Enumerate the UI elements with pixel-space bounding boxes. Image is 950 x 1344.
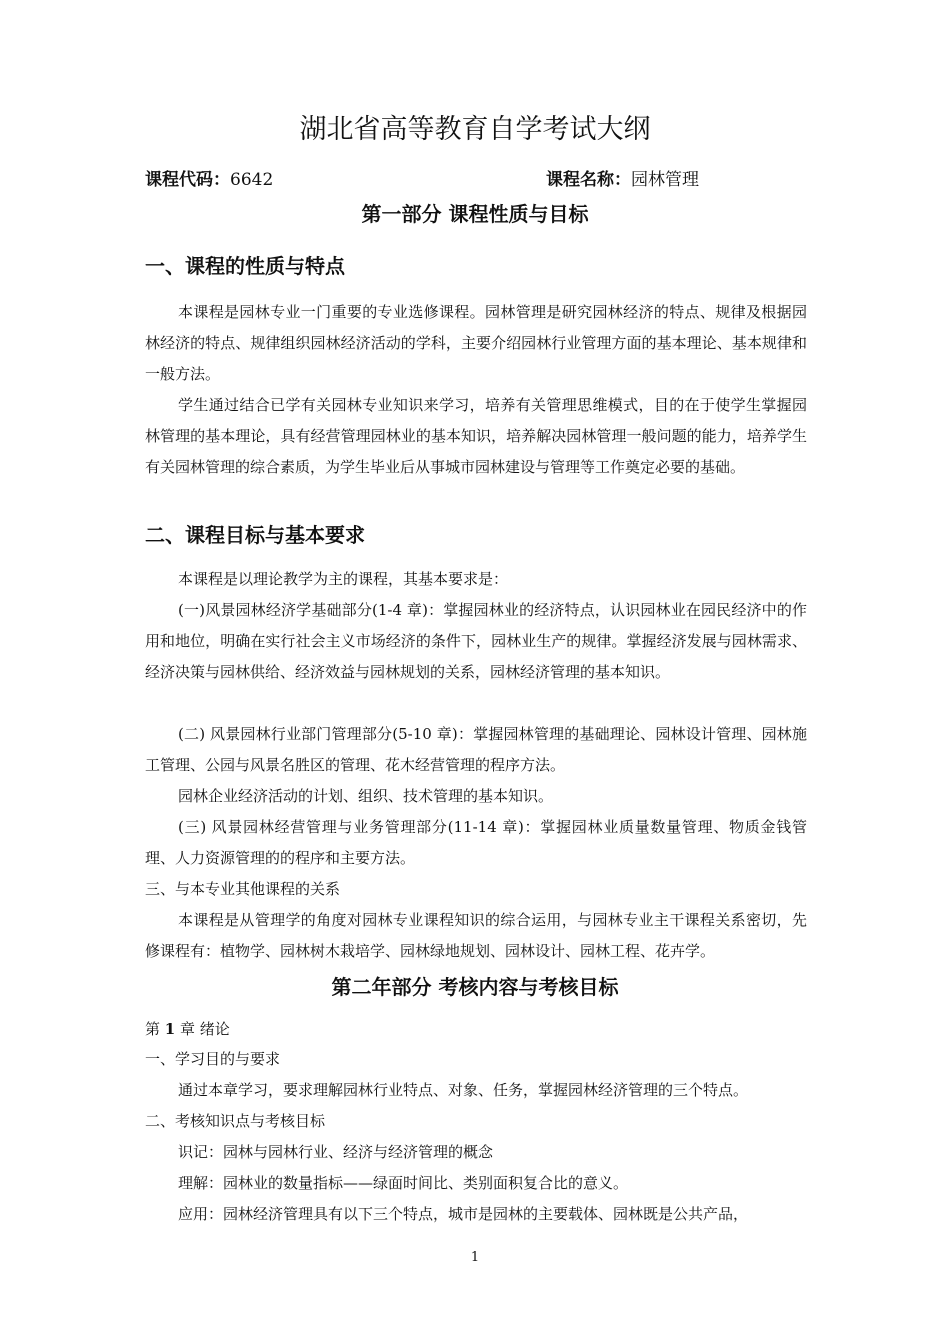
section-1-paragraph-2: 学生通过结合已学有关园林专业知识来学习，培养有关管理思维模式，目的在于使学生掌握园林管理的基本理论，具有经营管理园林业的基本知识，培养解决园林管理一般问题的能力，培养学生有关园林管理的综合素质，为学生毕业后从事城市园林建设与管理等工作奠定必要的基础。 [145, 396, 807, 476]
page-number: 1 [470, 1250, 480, 1265]
part-one-heading: 第一部分 课程性质与目标 [361, 202, 589, 226]
section-2-paragraph-5: (三) 风景园林经营管理与业务管理部分(11-14 章)：掌握园林业质量数量管理、物质金钱管理、人力资源管理的的程序和主要方法。 [145, 818, 807, 867]
section-1-paragraph-1: 本课程是园林专业一门重要的专业选修课程。园林管理是研究园林经济的特点、规律及根据园林经济的特点、规律组织园林经济活动的学科，主要介绍园林行业管理方面的基本理论、基本规律和一般方法。 [145, 303, 807, 383]
course-name-label: 课程名称： [546, 170, 631, 190]
chapter-1-understand: 理解：园林业的数量指标——绿面时间比、类别面积复合比的意义。 [178, 1174, 629, 1192]
chapter-1-apply: 应用：园林经济管理具有以下三个特点，城市是园林的主要载体、园林既是公共产品， [178, 1205, 749, 1223]
course-code [145, 167, 273, 193]
section-2-heading: 二、课程目标与基本要求 [145, 523, 365, 547]
chapter-1-remember: 识记：园林与园林行业、经济与经济管理的概念 [178, 1143, 494, 1161]
section-1-heading: 一、课程的性质与特点 [145, 254, 345, 278]
section-2-paragraph-3: (二) 风景园林行业部门管理部分(5-10 章)：掌握园林管理的基础理论、园林设计管理、园林施工管理、公园与风景名胜区的管理、花木经营管理的程序方法。 [145, 725, 807, 774]
section-3-heading: 三、与本专业其他课程的关系 [145, 880, 341, 898]
part-two-heading: 第二年部分 考核内容与考核目标 [331, 975, 619, 999]
document-title: 湖北省高等教育自学考试大纲 [299, 114, 651, 145]
section-2-paragraph-2: (一)风景园林经济学基础部分(1-4 章)：掌握园林业的经济特点，认识园林业在园民经济中的作用和地位，明确在实行社会主义市场经济的条件下，园林业生产的规律。掌握经济发展与园林需求、经济决策与园林供给、经济效益与园林规划的关系，园林经济管理的基本知识。 [145, 601, 807, 681]
chapter-title: 章 绪论 [175, 1020, 230, 1038]
chapter-1-section-1: 一、学习目的与要求 [145, 1050, 281, 1068]
chapter-prefix: 第 [145, 1020, 165, 1038]
course-name-value: 园林管理 [631, 170, 699, 190]
course-name [546, 167, 699, 193]
chapter-number: 1 [164, 1020, 176, 1038]
section-2-paragraph-4: 园林企业经济活动的计划、组织、技术管理的基本知识。 [178, 787, 554, 805]
section-3-paragraph-1: 本课程是从管理学的角度对园林专业课程知识的综合运用，与园林专业主干课程关系密切，先修课程有：植物学、园林树木栽培学、园林绿地规划、园林设计、园林工程、花卉学。 [145, 911, 807, 960]
course-code-label: 课程代码： [145, 170, 230, 190]
section-2-paragraph-1: 本课程是以理论教学为主的课程，其基本要求是： [178, 570, 509, 588]
course-code-value: 6642 [230, 170, 274, 190]
chapter-1-heading [145, 1014, 230, 1045]
chapter-1-section-2: 二、考核知识点与考核目标 [145, 1112, 326, 1130]
chapter-1-section-1-text: 通过本章学习，要求理解园林行业特点、对象、任务，掌握园林经济管理的三个特点。 [178, 1081, 749, 1099]
